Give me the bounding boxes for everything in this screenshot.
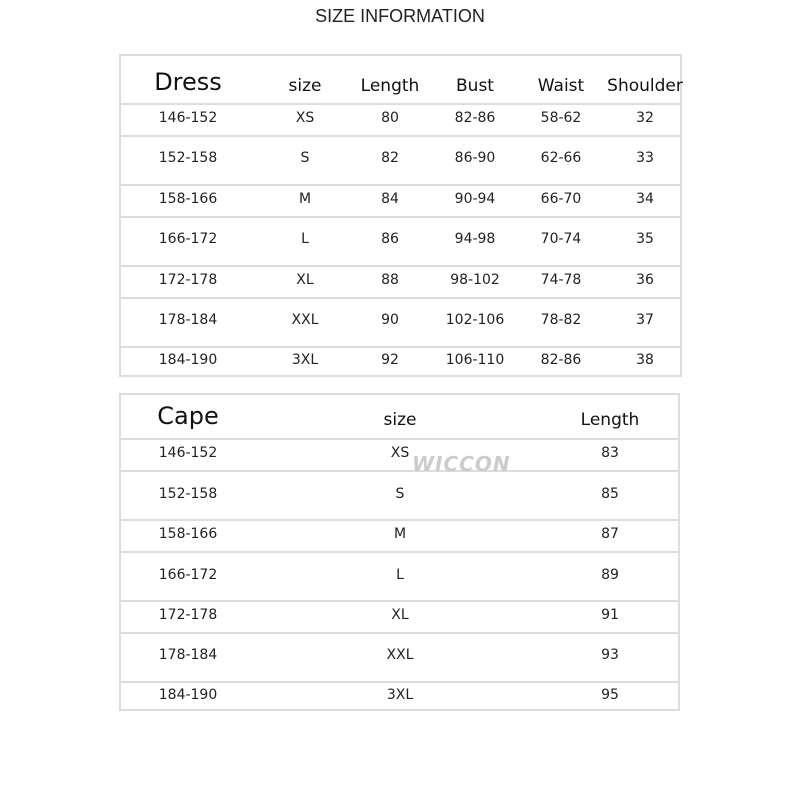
row-divider: [121, 265, 680, 267]
row-divider: [121, 438, 678, 440]
table-cell: 93: [601, 647, 619, 663]
table-cell: 66-70: [540, 191, 582, 207]
table-cell: 98-102: [450, 272, 500, 288]
dress-size-table: [119, 54, 682, 377]
column-header: Shoulder: [607, 76, 683, 96]
column-header: Bust: [456, 76, 494, 96]
row-divider: [121, 184, 680, 186]
table-cell: 36: [636, 272, 654, 288]
table-cell: 38: [636, 352, 654, 368]
table-cell: 62-66: [540, 150, 582, 166]
table-cell: 94-98: [454, 231, 496, 247]
table-cell: 152-158: [158, 486, 218, 502]
table-cell: M: [298, 191, 312, 207]
table-cell: 91: [601, 607, 619, 623]
table-cell: 106-110: [445, 352, 505, 368]
table-cell: L: [301, 231, 309, 247]
table-cell: 172-178: [158, 607, 218, 623]
table-cell: 90: [381, 312, 399, 328]
table-cell: 152-158: [158, 150, 218, 166]
table-cell: 84: [381, 191, 399, 207]
table-cell: 32: [636, 110, 654, 126]
table-cell: 90-94: [454, 191, 496, 207]
table-cell: 184-190: [158, 687, 218, 703]
table-cell: 83: [601, 445, 619, 461]
table-cell: 80: [381, 110, 399, 126]
watermark: WICCON: [412, 452, 511, 476]
table-cell: XS: [295, 110, 315, 126]
table-cell: 95: [601, 687, 619, 703]
row-divider: [121, 135, 680, 137]
table-cell: 172-178: [158, 272, 218, 288]
table-cell: XS: [390, 445, 410, 461]
table-cell: M: [393, 526, 407, 542]
table-cell: 3XL: [386, 687, 414, 703]
table-cell: 89: [601, 567, 619, 583]
table-cell: 166-172: [158, 567, 218, 583]
row-divider: [121, 470, 678, 472]
table-cell: 92: [381, 352, 399, 368]
table-cell: 70-74: [540, 231, 582, 247]
table-cell: 86: [381, 231, 399, 247]
table-cell: L: [396, 567, 404, 583]
table-cell: 178-184: [158, 312, 218, 328]
table-cell: 102-106: [445, 312, 505, 328]
table-cell: 86-90: [454, 150, 496, 166]
table-cell: 158-166: [158, 526, 218, 542]
row-divider: [121, 297, 680, 299]
table-cell: 85: [601, 486, 619, 502]
table-cell: 74-78: [540, 272, 582, 288]
table-cell: 146-152: [158, 110, 218, 126]
row-divider: [121, 681, 678, 683]
table-title: Dress: [154, 68, 222, 96]
row-divider: [121, 519, 678, 521]
table-cell: 166-172: [158, 231, 218, 247]
table-cell: 88: [381, 272, 399, 288]
row-divider: [121, 216, 680, 218]
row-divider: [121, 632, 678, 634]
table-cell: XXL: [291, 312, 319, 328]
column-header: size: [288, 76, 322, 96]
column-header: size: [383, 410, 417, 430]
table-cell: 35: [636, 231, 654, 247]
table-cell: 82-86: [454, 110, 496, 126]
row-divider: [121, 600, 678, 602]
table-cell: XL: [391, 607, 409, 623]
table-cell: 78-82: [540, 312, 582, 328]
table-cell: S: [300, 150, 310, 166]
table-cell: XXL: [386, 647, 414, 663]
table-cell: 82: [381, 150, 399, 166]
table-cell: 33: [636, 150, 654, 166]
table-cell: 184-190: [158, 352, 218, 368]
table-cell: 158-166: [158, 191, 218, 207]
table-cell: 82-86: [540, 352, 582, 368]
row-divider: [121, 103, 680, 105]
column-header: Length: [360, 76, 420, 96]
table-cell: S: [395, 486, 405, 502]
page-title: SIZE INFORMATION: [315, 6, 485, 26]
table-cell: 87: [601, 526, 619, 542]
table-cell: 58-62: [540, 110, 582, 126]
cape-size-table: [119, 393, 680, 711]
column-header: Length: [580, 410, 640, 430]
row-divider: [121, 346, 680, 348]
table-cell: 178-184: [158, 647, 218, 663]
table-cell: 146-152: [158, 445, 218, 461]
table-cell: 3XL: [291, 352, 319, 368]
table-cell: 37: [636, 312, 654, 328]
column-header: Waist: [537, 76, 585, 96]
table-title: Cape: [157, 402, 219, 430]
table-cell: XL: [296, 272, 314, 288]
row-divider: [121, 551, 678, 553]
table-cell: 34: [636, 191, 654, 207]
